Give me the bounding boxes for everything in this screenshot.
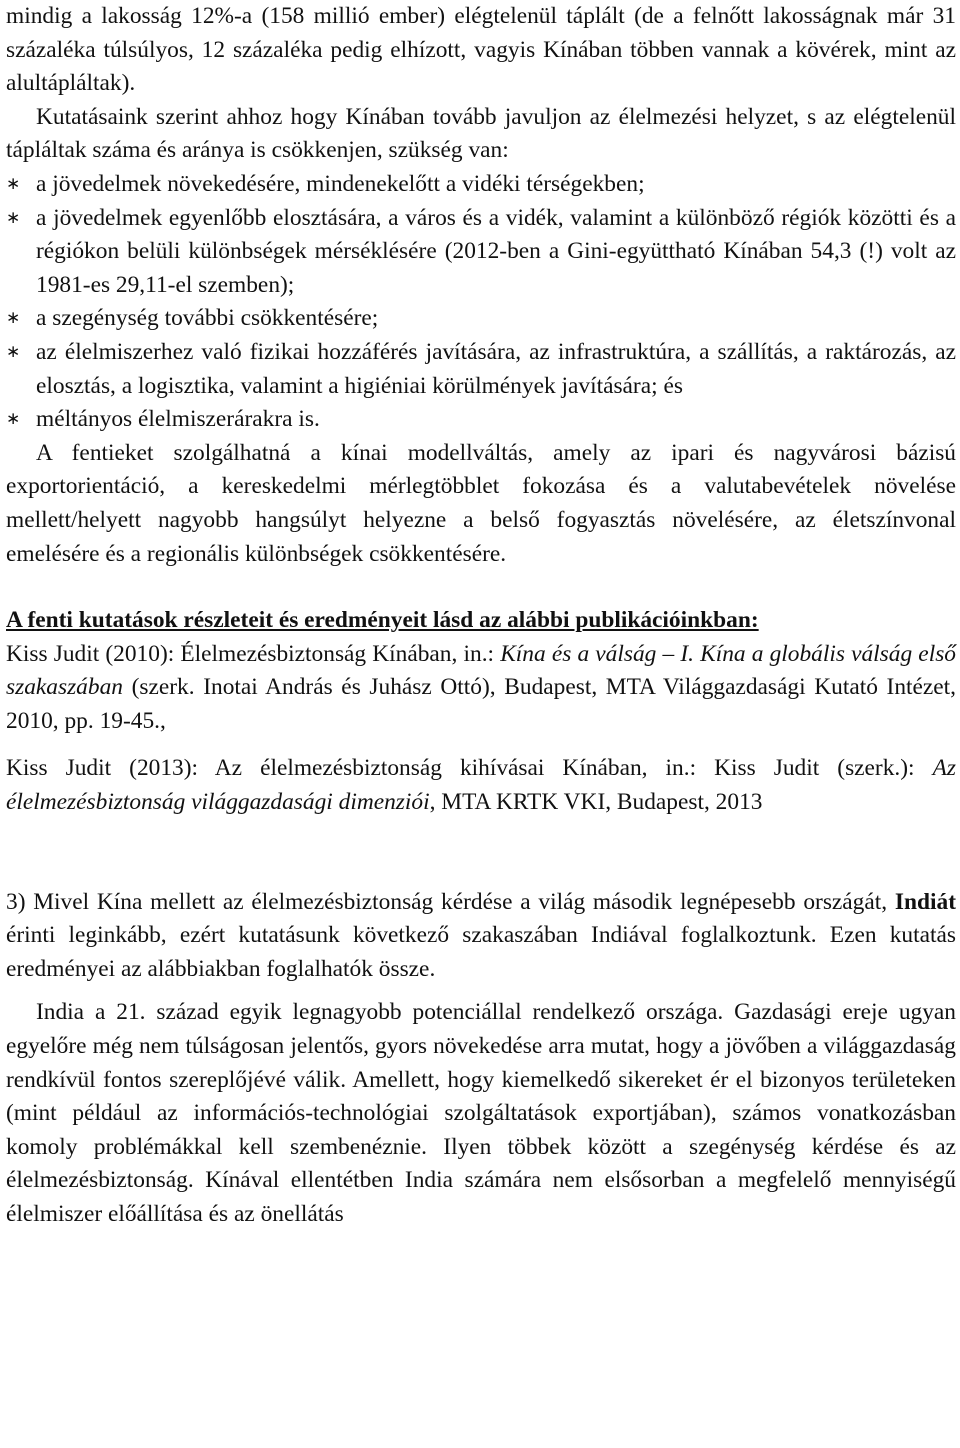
reference-text: Kiss Judit (2010): Élelmezésbiztonság Kínában, in.:	[6, 640, 501, 667]
list-item-text: a jövedelmek egyenlőbb elosztására, a város és a vidék, valamint a különböző régiók közötti és a régiókon belüli különbségek mérséklésére (2012-ben a Gini-együttható Kínában 54,3 (!) volt az 1981-es 29,11-el szemben);	[36, 204, 956, 298]
requirements-list	[6, 168, 956, 437]
asterisk-bullet-icon: ∗	[6, 341, 21, 362]
list-item-text: a szegénység további csökkentésére;	[36, 305, 379, 332]
reference-text: Kiss Judit (2013): Az élelmezésbiztonság kihívásai Kínában, in.: Kiss Judit (szerk.):	[6, 755, 933, 782]
model-change-paragraph: A fentieket szolgálhatná a kínai modellváltás, amely az ipari és nagyvárosi bázisú exportorientáció, a kereskedelmi mérlegtöbblet fokozása és a valutabevételek növelése mellett/helyett nagyobb hangsúlyt helyezne a belső fogyasztás növelésére, az életszínvonal emelésére és a regionális különbségek csökkentésére.	[6, 439, 956, 567]
list-item	[6, 302, 956, 336]
list-item-text: méltányos élelmiszerárakra is.	[36, 406, 320, 433]
list-item	[6, 202, 956, 303]
asterisk-bullet-icon: ∗	[6, 173, 21, 194]
requirements-intro-paragraph: Kutatásaink szerint ahhoz hogy Kínában tovább javuljon az élelmezési helyzet, s az elégtelenül tápláltak száma és aránya is csökkenjen, szükség van:	[6, 103, 956, 164]
list-item-text: az élelmiszerhez való fizikai hozzáférés javítására, az infrastruktúra, a szállítás, a raktározás, az elosztás, a logisztika, valamint a higiéniai körülmények javítására; és	[36, 338, 956, 399]
reference-text: , MTA KRTK VKI, Budapest, 2013	[429, 789, 763, 816]
publications-heading: A fenti kutatások részleteit és eredményeit lásd az alábbi publikációinkban:	[6, 607, 759, 634]
list-item	[6, 403, 956, 437]
reference-text: (szerk. Inotai András és Juhász Ottó), Budapest, MTA Világgazdasági Kutató Intézet, 2010, pp. 19-45.,	[6, 674, 956, 734]
reference-2013	[6, 752, 956, 819]
intro-paragraph: mindig a lakosság 12%-a (158 millió ember) elégtelenül táplált (de a felnőtt lakosságnak már 31 százaléka túlsúlyos, 12 százaléka pedig elhízott, vagyis Kínában többen vannak a kövérek, mint az alultápláltak).	[6, 3, 956, 97]
section-3-text: érinti leginkább, ezért kutatásunk következő szakaszában Indiával foglalkoztunk. Ezen kutatás eredményei az alábbiakban foglalhatók össze.	[6, 922, 956, 982]
section-3-paragraph	[6, 886, 956, 987]
reference-title: Az élelmezésbiztonság világgazdasági dimenziói	[6, 755, 956, 816]
list-item	[6, 336, 956, 403]
list-item-text: a jövedelmek növekedésére, mindenekelőtt a vidéki térségekben;	[36, 170, 645, 197]
india-paragraph: India a 21. század egyik legnagyobb potenciállal rendelkező országa. Gazdasági ereje ugyan egyelőre még nem túlságosan jelentős, gyors növekedése arra mutat, hogy a jövőben a világgazdaság rendkívül fontos szereplőjévé válik. Amellett, hogy kiemelkedő sikereket ér el bizonyos területeken (mint például az információs-technológiai szolgáltatások exportjában), számos vonatkozásban komoly problémákkal kell szembenéznie. Ilyen többek között a szegénység kérdése és az élelmezésbiztonság. Kínával ellentétben India számára nem elsősorban a megfelelő mennyiségű élelmiszer előállítása és az önellátás	[6, 999, 956, 1227]
india-bold-term: Indiát	[894, 888, 956, 915]
list-item	[6, 168, 956, 202]
asterisk-bullet-icon: ∗	[6, 207, 21, 228]
section-3-text: 3) Mivel Kína mellett az élelmezésbiztonság kérdése a világ második legnépesebb országát,	[6, 888, 895, 915]
document-body	[6, 0, 956, 1232]
reference-title: Kína és a válság – I. Kína a globális válság első szakaszában	[6, 640, 956, 701]
reference-2010	[6, 638, 956, 739]
asterisk-bullet-icon: ∗	[6, 409, 21, 430]
asterisk-bullet-icon: ∗	[6, 308, 21, 329]
